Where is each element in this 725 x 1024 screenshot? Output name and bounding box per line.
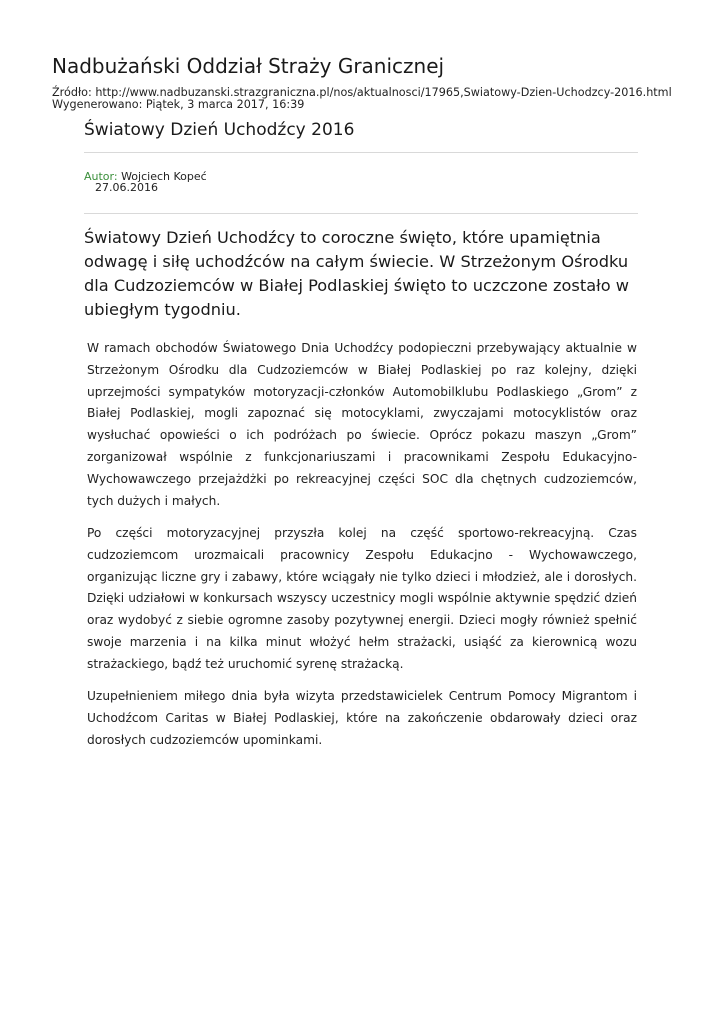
source-url: Źródło: http://www.nadbuzanski.strazgraniczna.pl/nos/aktualnosci/17965,Swiatowy-Dzien-Uchodzcy-2016.html <box>52 86 672 99</box>
article-paragraph: Uzupełnieniem miłego dnia była wizyta przedstawicielek Centrum Pomocy Migrantom i Uchodźcom Caritas w Białej Podlaskiej, które na zakończenie obdarowały dzieci oraz dorosłych cudzoziemców upominkami. <box>87 689 637 747</box>
document-meta <box>52 87 672 111</box>
author-name: Wojciech Kopeć <box>121 170 207 183</box>
divider <box>84 213 638 214</box>
generated-date: Wygenerowano: Piątek, 3 marca 2017, 16:39 <box>52 98 305 111</box>
author-label: Autor: <box>84 170 118 183</box>
article-lead: Światowy Dzień Uchodźcy to coroczne święto, które upamiętnia odwagę i siłę uchodźców na całym świecie. W Strzeżonym Ośrodku dla Cudzoziemców w Białej Podlaskiej święto to uczczone zostało w ubiegłym tygodniu. <box>84 228 630 319</box>
publish-date: 27.06.2016 <box>95 181 158 194</box>
divider <box>84 152 638 153</box>
article-paragraph: W ramach obchodów Światowego Dnia Uchodźcy podopieczni przebywający aktualnie w Strzeżonym Ośrodku dla Cudzoziemców w Białej Podlaskiej po raz kolejny, dzięki uprzejmości sympatyków motoryzacji-członków Automobilklubu Podlaskiego „Grom” z Białej Podlaskiej, mogli zapoznać się motocyklami, zwyczajami motocyklistów oraz wysłuchać opowieści o ich podróżach po świecie. Oprócz pokazu maszyn „Grom” zorganizował wspólnie z funkcjonariuszami i pracownikami Zespołu Edukacyjno-Wychowawczego przejażdżki po rekreacyjnej części SOC dla chętnych cudzoziemców, tych dużych i małych. <box>87 341 637 508</box>
article-paragraph: Po części motoryzacyjnej przyszła kolej na część sportowo-rekreacyjną. Czas cudzoziemcom urozmaicali pracownicy Zespołu Edukacjno - Wychowawczego, organizując liczne gry i zabawy, które wciągały nie tylko dzieci i młodzież, ale i dorosłych. Dzięki udziałowi w konkursach wszyscy uczestnicy mogli wspólnie aktywnie spędzić dzień oraz wydobyć z siebie ogromne zasoby pozytywnej energii. Dzieci mogły również spełnić swoje marzenia i na kilka minut włożyć hełm strażacki, usiąść za kierownicą wozu strażackiego, bądź też uruchomić syrenę strażacką. <box>87 526 637 671</box>
site-title: Nadbużański Oddział Straży Granicznej <box>52 54 445 78</box>
article-title: Światowy Dzień Uchodźcy 2016 <box>84 120 355 140</box>
